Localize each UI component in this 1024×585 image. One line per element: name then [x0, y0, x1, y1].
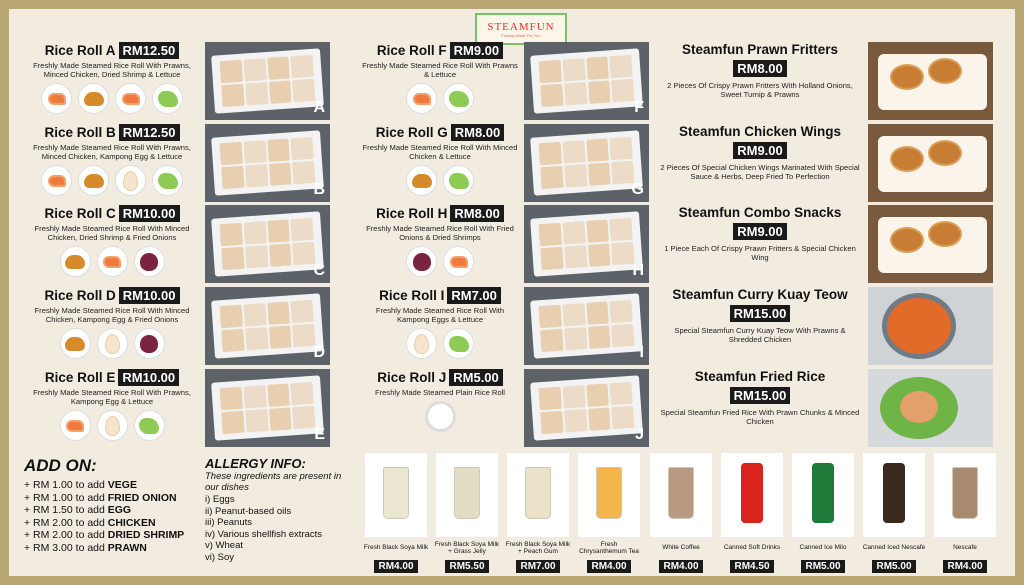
drink-photo	[792, 453, 854, 537]
drink-item[interactable]	[505, 453, 571, 574]
special-price: RM9.00	[733, 142, 787, 159]
drink-name: Fresh Chrysanthemum Tea	[579, 540, 639, 555]
special-description: 2 Pieces Of Special Chicken Wings Marinated With Special Sauce & Herbs, Deep Fried To Perfection	[660, 163, 860, 181]
item-title	[360, 42, 520, 59]
addon-name: DRIED SHRIMP	[107, 529, 185, 541]
shrimp-icon	[97, 246, 128, 277]
special-photo	[868, 42, 993, 120]
drink-name: Fresh Black Soya Milk + Grass Jelly	[434, 540, 500, 555]
drink-item[interactable]	[648, 453, 714, 574]
allergy-list	[205, 494, 355, 563]
item-description: Freshly Made Steamed Rice Roll With Prawns, Minced Chicken, Dried Shrimp & Lettuce	[33, 61, 191, 79]
glass-shape	[952, 467, 978, 519]
item-price: RM10.00	[119, 205, 180, 222]
item-description: Freshly Made Steamed Rice Roll With Minced Chicken & Lettuce	[362, 143, 518, 161]
menu-item[interactable]	[22, 287, 202, 359]
plate-shape	[882, 293, 956, 359]
photo-letter: B	[313, 181, 325, 198]
menu-item[interactable]	[360, 124, 520, 196]
drink-name: White Coffee	[662, 544, 700, 552]
drink-price: RM5.00	[872, 560, 915, 573]
item-price: RM12.50	[119, 124, 180, 141]
addon-name: PRAWN	[107, 541, 147, 554]
chicken-icon	[78, 83, 109, 114]
ingredient-icons	[360, 83, 520, 114]
item-description: Freshly Made Steamed Rice Roll With Minced Chicken, Kampong Egg & Fried Onions	[34, 306, 190, 324]
ingredient-icons	[360, 165, 520, 196]
drink-price: RM4.00	[587, 560, 630, 573]
addon-item	[24, 504, 194, 517]
drink-item[interactable]	[932, 453, 998, 574]
item-name: Rice Roll G	[375, 125, 448, 140]
rice-roll-photo	[205, 287, 330, 365]
addon-list	[24, 479, 194, 554]
plate-shape	[880, 377, 958, 439]
ingredient-icons	[22, 410, 202, 441]
photo-letter: J	[635, 426, 644, 443]
drink-photo	[365, 453, 427, 537]
chicken-icon	[78, 165, 109, 196]
allergy-item: i) Eggs	[205, 494, 235, 505]
onion-icon	[134, 246, 165, 277]
fried-food-shape	[890, 227, 924, 253]
allergy-item: vi) Soy	[205, 551, 235, 563]
lettuce-icon	[443, 165, 474, 196]
drink-item[interactable]	[434, 453, 500, 574]
special-name: Steamfun Fried Rice	[694, 369, 826, 384]
drink-photo	[650, 453, 712, 537]
photo-letter: G	[631, 181, 644, 198]
allergy-item: iv) Various shellfish extracts	[205, 528, 323, 540]
photo-letter: C	[313, 262, 325, 279]
shrimp-icon	[406, 83, 437, 114]
item-name: Rice Roll D	[44, 288, 116, 303]
photo-letter: A	[313, 99, 325, 116]
brand-logo	[475, 13, 567, 45]
menu-item[interactable]	[22, 205, 202, 277]
drink-name: Fresh Black Soya Milk + Peach Gum	[505, 540, 571, 555]
drink-item[interactable]	[861, 453, 927, 574]
special-item[interactable]	[660, 287, 860, 344]
item-description: Freshly Made Steamed Rice Roll With Fried Onions & Dried Shrimps	[366, 224, 514, 242]
special-price: RM9.00	[733, 223, 787, 240]
drink-price: RM5.50	[445, 560, 488, 573]
special-price-row	[660, 142, 860, 159]
allergy-title: ALLERGY INFO:	[205, 456, 306, 471]
rice-roll-photo	[524, 287, 649, 365]
drink-item[interactable]	[576, 453, 642, 574]
photo-letter: D	[313, 344, 325, 361]
rice-roll-photo	[524, 42, 649, 120]
special-item[interactable]	[660, 205, 860, 262]
item-title	[22, 42, 202, 59]
drink-photo	[578, 453, 640, 537]
item-price: RM7.00	[447, 287, 501, 304]
rice-roll-tray	[530, 211, 643, 276]
ingredient-icons	[22, 328, 202, 359]
egg-icon	[115, 165, 146, 196]
item-name	[660, 287, 860, 302]
addon-item	[24, 492, 194, 505]
item-description: Freshly Made Steamed Rice Roll With Prawns & Lettuce	[362, 61, 518, 79]
item-name: Rice Roll J	[377, 370, 447, 385]
chicken-icon	[60, 328, 91, 359]
addon-item	[24, 479, 194, 492]
item-title	[22, 205, 202, 222]
ingredient-icons	[22, 165, 202, 196]
special-price-row	[660, 387, 860, 404]
item-name: Rice Roll F	[376, 43, 447, 58]
special-price-row	[660, 223, 860, 240]
item-name	[660, 124, 860, 139]
item-price: RM9.00	[450, 42, 504, 59]
drink-price: RM4.00	[659, 560, 702, 573]
rice-roll-tray	[530, 130, 643, 195]
rice-roll-photo	[524, 124, 649, 202]
item-price: RM8.00	[450, 205, 504, 222]
addon-name: CHICKEN	[107, 516, 156, 529]
item-description: Freshly Made Steamed Plain Rice Roll	[375, 388, 505, 397]
item-name: Rice Roll H	[376, 206, 448, 221]
item-title	[360, 287, 520, 304]
menu-item[interactable]	[360, 369, 520, 432]
addon-prefix: + RM 1.50 to add	[24, 504, 108, 516]
ingredient-icons	[360, 246, 520, 277]
rice-roll-tray	[211, 130, 324, 195]
menu-item[interactable]	[360, 42, 520, 114]
rice-roll-tray	[530, 375, 643, 440]
special-description: 1 Piece Each Of Crispy Prawn Fritters & Special Chicken Wing	[664, 244, 856, 262]
addon-prefix: + RM 2.00 to add	[24, 516, 108, 529]
drink-name: Nescafe	[953, 544, 977, 552]
menu-item[interactable]	[360, 287, 520, 359]
rice-roll-tray	[211, 293, 324, 358]
addon-name: EGG	[107, 504, 132, 516]
special-photo	[868, 287, 993, 365]
egg-icon	[97, 410, 128, 441]
onion-icon	[406, 246, 437, 277]
glass-shape	[525, 467, 551, 519]
drink-name: Fresh Black Soya Milk	[363, 544, 429, 552]
special-name: Steamfun Prawn Fritters	[681, 42, 839, 57]
special-item[interactable]	[660, 124, 860, 181]
fried-food-shape	[928, 140, 962, 166]
addon-name: VEGE	[107, 479, 137, 491]
rice-roll-photo	[205, 124, 330, 202]
fried-food-shape	[890, 146, 924, 172]
special-description: 2 Pieces Of Crispy Prawn Fritters With Holland Onions, Sweet Turnip & Prawns	[667, 81, 853, 99]
item-price: RM10.00	[118, 369, 179, 386]
drink-name: Canned Soft Drinks	[723, 544, 781, 552]
special-price-row	[660, 305, 860, 322]
item-name	[660, 205, 860, 220]
rice-roll-photo	[205, 369, 330, 447]
item-title	[22, 287, 202, 304]
egg-icon	[97, 328, 128, 359]
chicken-icon	[406, 165, 437, 196]
allergy-item: ii) Peanut-based oils	[205, 505, 292, 517]
addon-item	[24, 529, 194, 542]
drink-item[interactable]	[719, 453, 785, 574]
special-price: RM15.00	[730, 305, 791, 322]
drink-price: RM4.00	[374, 560, 417, 573]
item-name: Rice Roll C	[44, 206, 116, 221]
item-price: RM10.00	[119, 287, 180, 304]
item-description: Freshly Made Steamed Rice Roll With Prawns, Kampong Egg & Lettuce	[33, 388, 191, 406]
special-name: Steamfun Combo Snacks	[678, 205, 842, 220]
lettuce-icon	[152, 165, 183, 196]
brand-name: STEAMFUN	[487, 20, 555, 33]
fried-food-shape	[928, 58, 962, 84]
special-item[interactable]	[660, 42, 860, 99]
rice-roll-tray	[530, 48, 643, 113]
drink-price: RM5.00	[801, 560, 844, 573]
item-name	[660, 42, 860, 57]
drink-photo	[863, 453, 925, 537]
item-price: RM8.00	[451, 124, 505, 141]
drink-photo	[721, 453, 783, 537]
rice-roll-tray	[211, 211, 324, 276]
rice-roll-tray	[211, 48, 324, 113]
drink-price: RM7.00	[516, 560, 559, 573]
rice-roll-tray	[530, 293, 643, 358]
drink-item[interactable]	[790, 453, 856, 574]
item-description: Freshly Made Steamed Rice Roll With Prawns, Minced Chicken, Kampong Egg & Lettuce	[33, 143, 191, 161]
allergy-subtitle: These ingredients are present in our dishes	[205, 471, 342, 493]
lettuce-icon	[152, 83, 183, 114]
item-name: Rice Roll A	[44, 43, 116, 58]
rice-roll-photo	[524, 369, 649, 447]
can-shape	[741, 463, 763, 523]
special-name: Steamfun Curry Kuay Teow	[672, 287, 848, 302]
addon-title: ADD ON:	[24, 456, 97, 475]
item-name	[660, 369, 860, 384]
item-title	[360, 205, 520, 222]
special-price: RM8.00	[733, 60, 787, 77]
ingredient-icons	[22, 83, 202, 114]
photo-letter: E	[314, 426, 325, 443]
ingredient-icons	[360, 328, 520, 359]
special-photo	[868, 124, 993, 202]
photo-letter: I	[639, 344, 644, 361]
item-title	[22, 369, 202, 386]
glass-shape	[454, 467, 480, 519]
photo-letter: H	[632, 262, 644, 279]
glass-shape	[668, 467, 694, 519]
drink-name: Canned Iced Nescafe	[862, 544, 926, 552]
drink-photo	[934, 453, 996, 537]
ingredient-icons	[360, 401, 520, 432]
menu-item[interactable]	[360, 205, 520, 277]
shrimp-icon	[60, 410, 91, 441]
special-description: Special Steamfun Curry Kuay Teow With Prawns & Shredded Chicken	[674, 326, 846, 344]
ingredient-icons	[22, 246, 202, 277]
photo-letter: F	[634, 99, 644, 116]
drink-name: Canned Ice Milo	[799, 544, 847, 552]
item-title	[360, 124, 520, 141]
shrimp-icon	[115, 83, 146, 114]
onion-icon	[134, 328, 165, 359]
addon-prefix: + RM 3.00 to add	[24, 541, 108, 554]
drink-photo	[436, 453, 498, 537]
addon-prefix: + RM 1.00 to add	[24, 479, 108, 491]
addon-section	[24, 456, 194, 554]
item-description: Freshly Made Steamed Rice Roll With Minced Chicken, Dried Shrimp & Fried Onions	[34, 224, 190, 242]
allergy-item: v) Wheat	[205, 540, 244, 551]
special-price-row	[660, 60, 860, 77]
drink-price: RM4.50	[730, 560, 773, 573]
special-name: Steamfun Chicken Wings	[679, 124, 841, 139]
menu-item[interactable]	[22, 369, 202, 441]
glass-shape	[383, 467, 409, 519]
rice-roll-photo	[205, 42, 330, 120]
addon-name: FRIED ONION	[107, 491, 177, 504]
addon-item	[24, 542, 194, 555]
item-price: RM12.50	[119, 42, 180, 59]
special-description: Special Steamfun Fried Rice With Prawn Chunks & Minced Chicken	[660, 408, 860, 426]
addon-item	[24, 517, 194, 530]
special-price: RM15.00	[730, 387, 791, 404]
rice-roll-tray	[211, 375, 324, 440]
can-shape	[812, 463, 834, 523]
menu-item[interactable]	[22, 42, 202, 114]
allergy-section	[205, 456, 355, 563]
addon-prefix: + RM 2.00 to add	[24, 529, 108, 541]
item-title	[360, 369, 520, 386]
menu-item[interactable]	[22, 124, 202, 196]
fried-food-shape	[928, 221, 962, 247]
empty-icon	[425, 401, 456, 432]
shrimp-icon	[443, 246, 474, 277]
drink-item[interactable]	[363, 453, 429, 574]
item-description: Freshly Made Steamed Rice Roll With Kampong Eggs & Lettuce	[375, 306, 505, 324]
lettuce-icon	[443, 328, 474, 359]
shrimp-icon	[41, 165, 72, 196]
rice-roll-photo	[205, 205, 330, 283]
glass-shape	[596, 467, 622, 519]
item-name: Rice Roll E	[44, 370, 116, 385]
drink-price: RM4.00	[943, 560, 986, 573]
egg-icon	[406, 328, 437, 359]
addon-prefix: + RM 1.00 to add	[24, 491, 108, 504]
lettuce-icon	[134, 410, 165, 441]
item-name: Rice Roll B	[44, 125, 116, 140]
item-title	[22, 124, 202, 141]
shrimp-icon	[41, 83, 72, 114]
fried-food-shape	[890, 64, 924, 90]
lettuce-icon	[443, 83, 474, 114]
chicken-icon	[60, 246, 91, 277]
item-price: RM5.00	[449, 369, 503, 386]
can-shape	[883, 463, 905, 523]
rice-roll-photo	[524, 205, 649, 283]
brand-tagline: Freshly Made For You	[501, 32, 541, 38]
item-name: Rice Roll I	[379, 288, 445, 303]
drink-photo	[507, 453, 569, 537]
special-item[interactable]	[660, 369, 860, 426]
special-photo	[868, 369, 993, 447]
allergy-item: iii) Peanuts	[205, 517, 252, 528]
special-photo	[868, 205, 993, 283]
